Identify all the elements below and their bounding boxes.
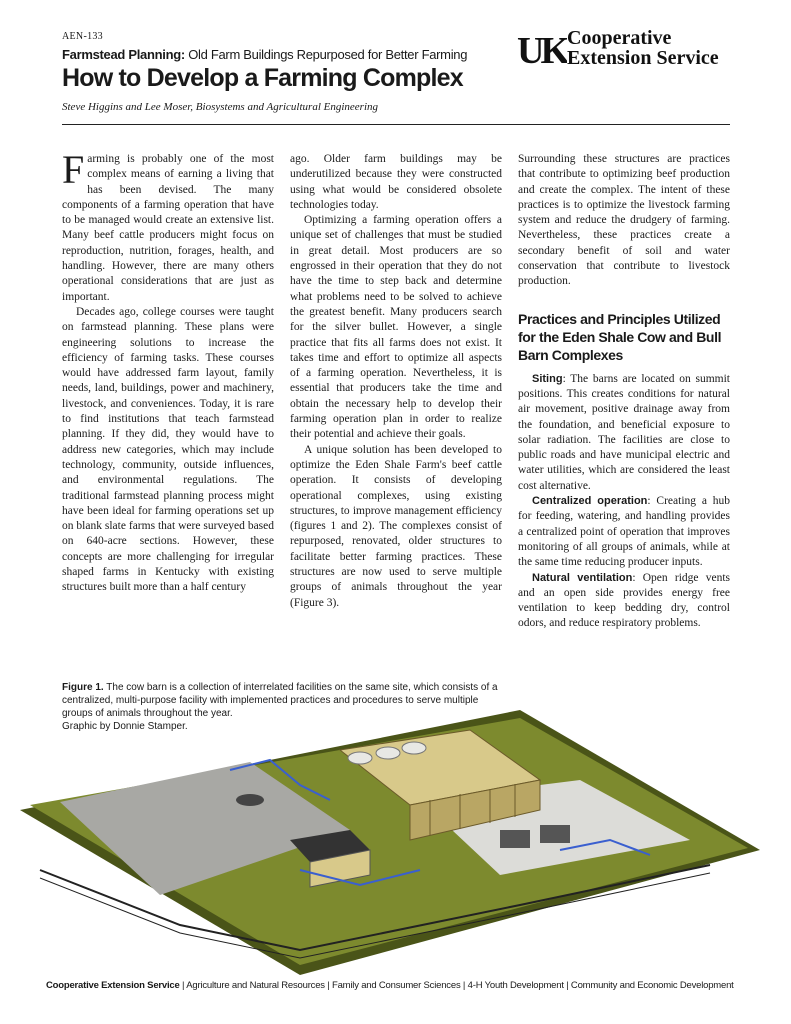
water-tank [236,794,264,806]
publication-code: AEN-133 [62,31,103,42]
uk-logo-mark: UK [517,30,566,70]
footer-brand: Cooperative Extension Service [46,980,180,991]
logo-line-1: Cooperative [567,27,672,49]
page-title: How to Develop a Farming Complex [62,64,463,92]
series-line [62,47,467,62]
ventilation-paragraph: Natural ventilation: Open ridge vents and an open side provides energy free ventilation to keep bedding dry, control odors, and reduce respiratory problems. [518,571,730,630]
series-subtitle: Old Farm Buildings Repurposed for Better Farming [188,47,468,62]
logo-line-2: Extension Service [567,47,719,69]
paragraph-3: ago. Older farm buildings may be underutilized because they were constructed using what would be considered obsolete technologies today. [290,153,502,211]
central-paragraph: Centralized operation: Creating a hub for feeding, watering, and handling provides a centralized point of operation that improves monitoring of all groups of animals, while at the same time reducing producer inputs. [518,495,730,569]
caption-text: The cow barn is a collection of interrelated facilities on the same site, which consists of a centralized, multi-purpose facility with implemented practices and procedures to serve multiple groups of animals throughout the year. [62,682,498,719]
header-rule [62,124,730,125]
central-label: Centralized operation [532,495,648,508]
figure-label: Figure 1. [62,682,104,693]
figure-credit: Graphic by Donnie Stamper. [62,721,188,732]
paragraph-5: A unique solution has been developed to optimize the Eden Shale Farm's beef cattle operation. It consists of developing operational complexes, using existing structures, to improve management efficiency (figures 1 and 2). The complexes consist of repurposed, renovated, older structures to facilitate better farming practices. These structures are now used to serve multiple groups of animals throughout the year (Figure 3). [290,443,502,609]
figure-caption [62,681,502,733]
siting-paragraph: Siting: The barns are located on summit positions. This creates conditions for natural air movement, positive drainage away from the foundation, and beneficial exposure to solar radiation. The facilities are close to public roads and have municipal electric and water utilities, which are considered the least cost alternative. [518,372,730,492]
bin-top [376,747,400,759]
paragraph-2: Decades ago, college courses were taught on farmstead planning. These plans were engineering solutions to increase the efficiency of farming tasks. These courses would have addressed farm layout, family needs, land, buildings, power and machinery, livestock, and conveniences. Today, it is rare to find institutions that teach farmstead planning. If they did, they would have to address new categories, which may include technology, community, outside influences, and environmental regulations. The traditional farmstead planning process might have been ideal for farming operations set up on blank slate farms that were surveyed based on 640-acre sections. However, these concepts are more challenging for irregular shaped farms in Kentucky with existing structures built more than a half century [62,305,274,594]
footer-programs: | Agriculture and Natural Resources | Family and Consumer Sciences | 4-H Youth Development | Community and Economic Development [182,980,734,991]
authors: Steve Higgins and Lee Moser, Biosystems and Agricultural Engineering [62,101,379,113]
bin-top [348,752,372,764]
ventilation-label: Natural ventilation [532,571,633,584]
hay-bale [500,830,530,848]
drop-cap: F [62,147,85,192]
section-heading: Practices and Principles Utilized for the Eden Shale Cow and Bull Barn Complexes [518,310,722,363]
body-column-2 [290,152,502,611]
body-column-3 [518,152,730,632]
series-label: Farmstead Planning: [62,47,185,62]
siting-label: Siting [532,372,563,385]
figure-1-illustration [0,690,791,980]
bin-top [402,742,426,754]
body-column-1 [62,147,274,596]
logo-wordmark [567,28,719,68]
paragraph-4: Optimizing a farming operation offers a unique set of challenges that must be studied in great detail. Most producers are so engrossed in their operation that they do not have the time to step back and determine what problems need to be solved to achieve the greatest benefit. Many producers search for the silver bullet. However, a single practice that fits all farms does not exist. It takes time and effort to optimize all aspects of a farming operation. Nevertheless, it is essential that producers take the time and obtain the necessary help to develop their farming operation plan in order to realize their potential and achieve their goals. [290,214,502,441]
footer [46,980,746,991]
hay-bale [540,825,570,843]
paragraph-1: Farming is probably one of the most complex means of earning a living that has been devised. The many components of a farming operation that have to be managed would create an extensive list. Many beef cattle producers might focus on reproduction, nutrition, forages, health, and handling. However, there are many others operational considerations that are just as important. [62,147,274,303]
paragraph-6: Surrounding these structures are practices that contribute to optimizing beef production and create the complex. The intent of these practices is to optimize the livestock farming system and reduce the drudgery of farming. Nevertheless, these practices create a secondary benefit of soil and water conservation that contribute to livestock production. [518,153,730,288]
uk-logo-icon [517,30,567,70]
